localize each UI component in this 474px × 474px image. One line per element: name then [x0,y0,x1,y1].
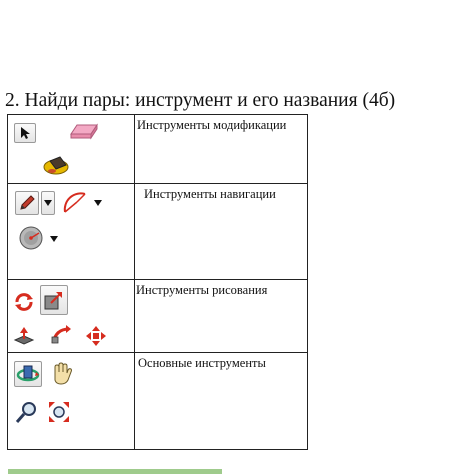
push-pull-icon[interactable] [12,324,36,348]
zoom-extents-icon[interactable] [46,399,72,425]
circle-icon[interactable] [17,224,45,252]
tool-category-label: Инструменты модификации [137,118,287,132]
bottom-highlight-bar [8,469,222,474]
arc-icon[interactable] [60,188,90,216]
pencil-icon[interactable] [15,191,39,215]
tool-group-cell [12,282,130,352]
table-row [8,183,307,279]
table-row [8,352,307,451]
task-heading: 2. Найди пары: инструмент и его названия (4б) [5,90,396,111]
tool-category-label: Инструменты навигации [144,187,276,201]
tool-category-label: Основные инструменты [138,356,266,370]
matching-table [7,114,308,450]
circle-dropdown-icon[interactable] [50,236,58,242]
scale-icon[interactable] [40,285,68,315]
move-icon[interactable] [84,324,108,348]
eraser-icon[interactable] [66,121,100,141]
arc-dropdown-icon[interactable] [94,200,102,206]
orbit-icon[interactable] [14,361,42,387]
tool-group-cell [12,355,130,447]
tool-group-cell [12,186,130,276]
follow-me-icon[interactable] [48,322,74,348]
paint-bucket-icon[interactable] [40,153,72,177]
pencil-dropdown-icon[interactable] [41,191,55,215]
pan-hand-icon[interactable] [48,359,76,387]
tool-category-label: Инструменты рисования [136,283,268,297]
tool-group-cell [12,119,130,179]
zoom-icon[interactable] [14,399,40,425]
table-row [8,279,307,352]
rotate-icon[interactable] [12,290,36,314]
select-arrow-icon[interactable] [14,123,36,143]
table-row [8,115,307,183]
